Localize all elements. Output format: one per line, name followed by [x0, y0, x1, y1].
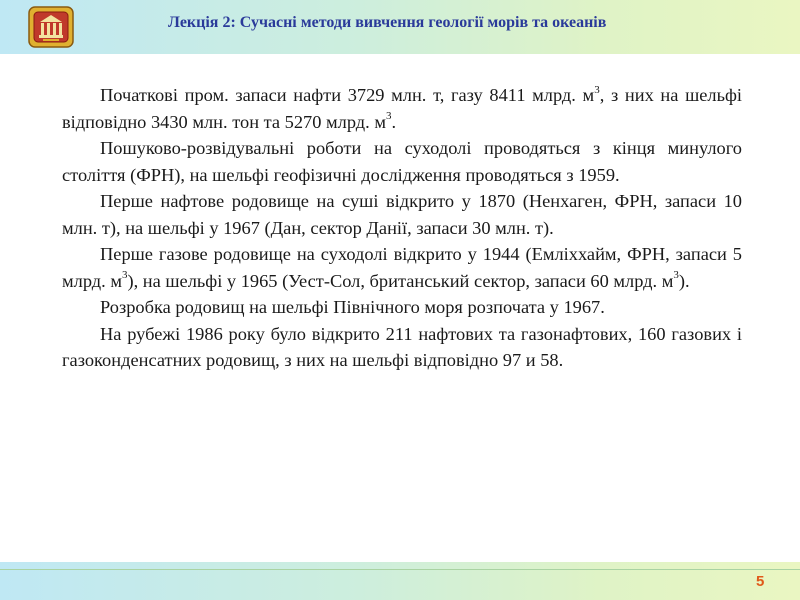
paragraph [62, 82, 742, 135]
text-run: Перше газове родовище на суходолі відкрито у 1944 (Емліххайм, ФРН, запаси 5 млрд. м [62, 244, 742, 291]
superscript: 3 [386, 110, 392, 123]
footer-bar [0, 562, 800, 600]
header-bar [0, 0, 800, 54]
text-run: Перше нафтове родовище на суші відкрито у 1870 (Ненхаген, ФРН, запаси 10 млн. т), на шельфі у 1967 (Дан, сектор Данії, запаси 30 млн. т). [62, 191, 742, 238]
text-run: ), на шельфі у 1965 (Уест-Сол, британський сектор, запаси 60 млрд. м [127, 270, 674, 291]
footer-divider [0, 569, 800, 570]
text-run: , з них на шельфі відповідно 3430 млн. тон та 5270 млрд. м [62, 85, 742, 132]
text-run: На рубежі 1986 року було відкрито 211 нафтових та газонафтових, 160 газових і газоконденсатних родовищ, з них на шельфі відповідно 97 и 58. [62, 323, 742, 370]
text-run: ). [678, 270, 690, 291]
text-run: Пошуково-розвідувальні роботи на суходолі проводяться з кінця минулого століття (ФРН), на шельфі геофізичні дослідження проводяться з 1959. [62, 138, 742, 185]
paragraph [62, 321, 742, 374]
superscript: 3 [121, 269, 128, 282]
page-title: Лекція 2: Сучасні методи вивчення геології морів та океанів [168, 14, 607, 31]
text-run: . [391, 111, 397, 132]
superscript: 3 [673, 269, 679, 282]
text-run: Початкові пром. запаси нафти 3729 млн. т, газу 8411 млрд. м [100, 85, 595, 105]
paragraph [62, 241, 742, 294]
slide-body [62, 82, 742, 374]
superscript: 3 [594, 83, 600, 96]
text-run: Розробка родовищ на шельфі Північного моря розпочата у 1967. [100, 297, 605, 317]
page-number: 5 [756, 573, 765, 590]
paragraph [62, 294, 742, 321]
paragraph [62, 188, 742, 241]
paragraph [62, 135, 742, 188]
university-emblem-icon [26, 4, 76, 50]
